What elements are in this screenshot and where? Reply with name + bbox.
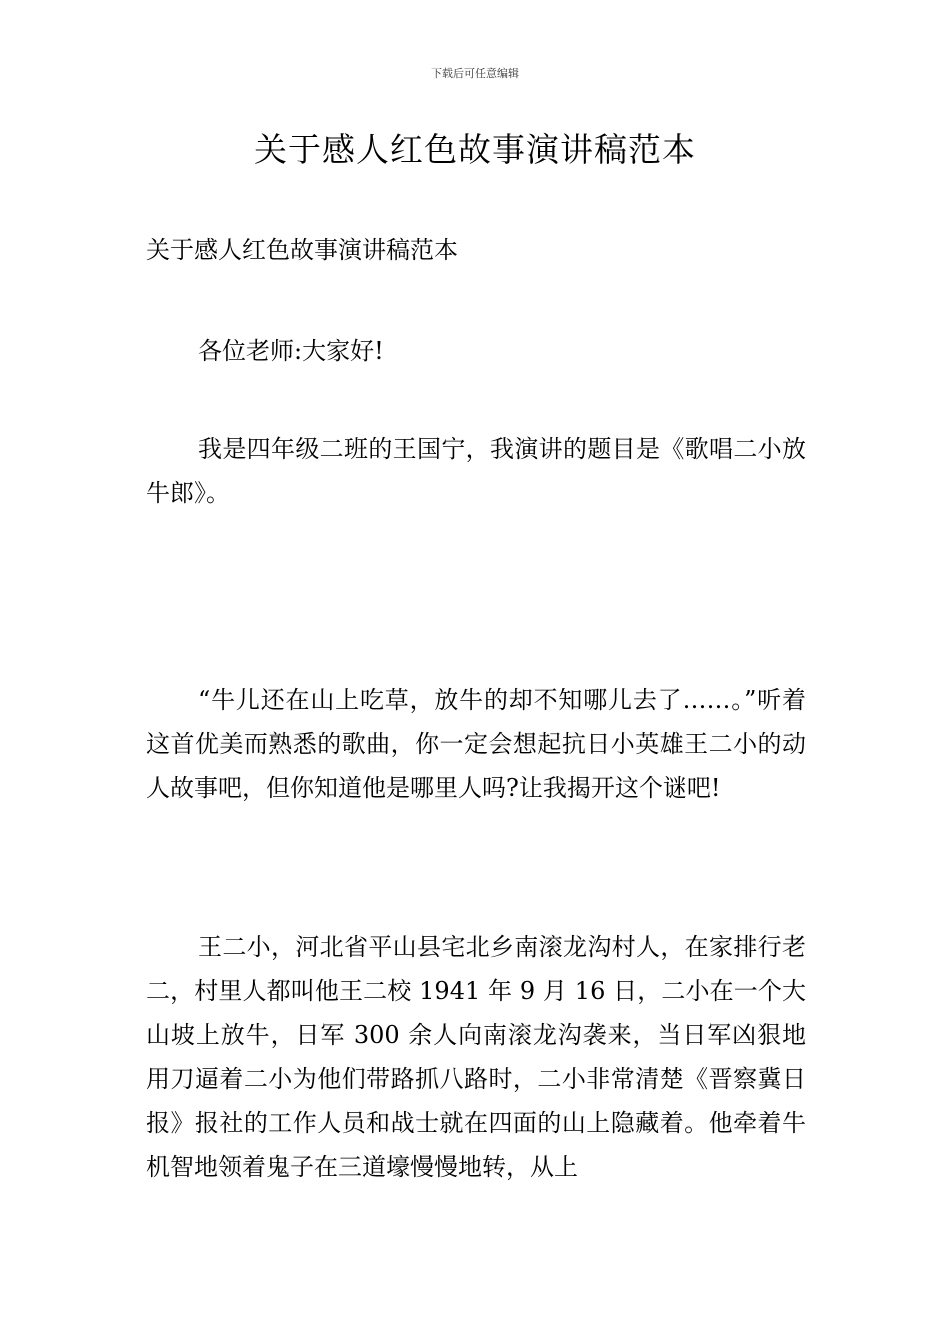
paragraph-subtitle: 关于感人红色故事演讲稿范本: [146, 236, 458, 264]
paragraph-story: 王二小，河北省平山县宅北乡南滚龙沟村人，在家排行老二，村里人都叫他王二校 1941 年 9 月 16 日，二小在一个大山坡上放牛，日军 300 余人向南滚龙沟袭来，当日军凶狠地用刀逼着二小为他们带路抓八路时，二小非常清楚《晋察冀日报》报社的工作人员和战士就在四面的山上隐藏着。他牵着牛机智地领着鬼子在三道壕慢慢地转，从上: [146, 933, 806, 1181]
page-header-note: 下载后可任意编辑: [431, 67, 519, 80]
document-title: 关于感人红色故事演讲稿范本: [254, 130, 696, 169]
paragraph-song-quote: “牛儿还在山上吃草，放牛的却不知哪儿去了……。”听着这首优美而熟悉的歌曲，你一定会想起抗日小英雄王二小的动人故事吧，但你知道他是哪里人吗?让我揭开这个谜吧!: [146, 686, 806, 802]
paragraph-intro: 我是四年级二班的王国宁，我演讲的题目是《歌唱二小放牛郎》。: [146, 435, 806, 507]
paragraph-greeting: 各位老师:大家好!: [198, 337, 384, 365]
